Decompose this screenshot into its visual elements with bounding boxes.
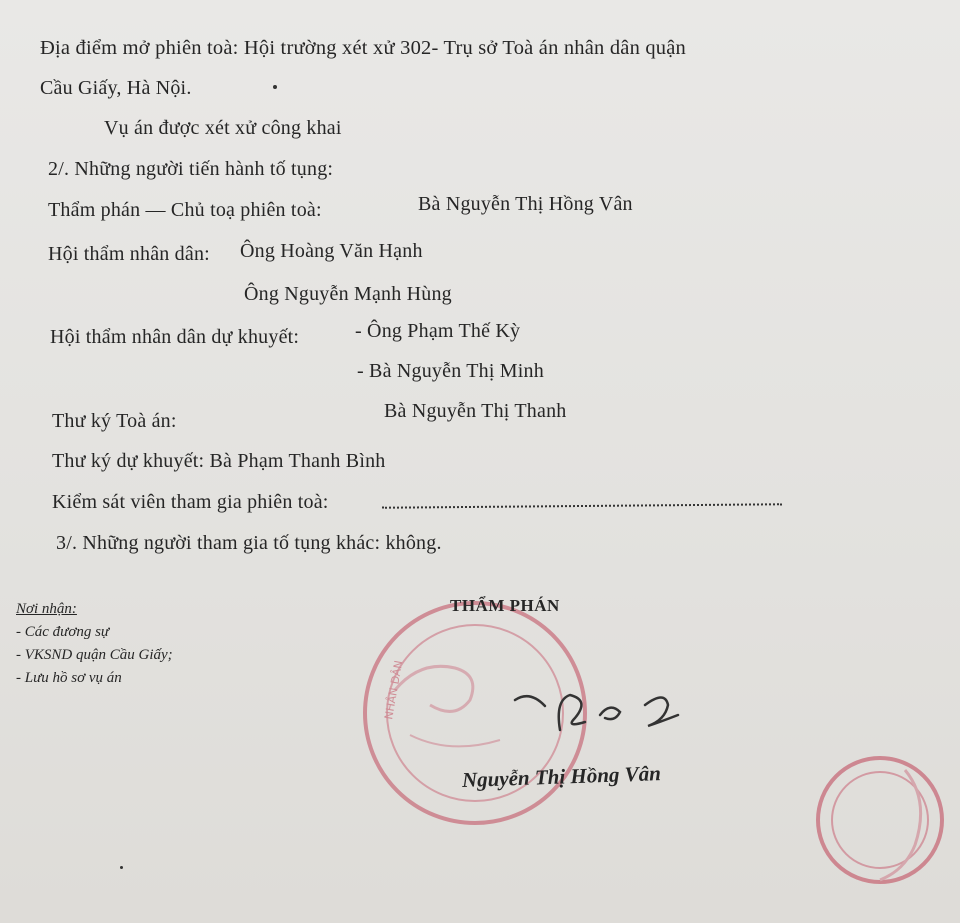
reserve-juror-1: - Ông Phạm Thế Kỳ xyxy=(355,320,521,342)
recipient-item: - VKSND quận Cầu Giấy; xyxy=(16,647,173,663)
reserve-clerk-label: Thư ký dự khuyết: xyxy=(52,450,205,472)
venue-line-2: Cầu Giấy, Hà Nội. xyxy=(40,77,192,99)
presiding-judge-label: Thẩm phán — Chủ toạ phiên toà: xyxy=(48,199,322,221)
ink-speck xyxy=(120,866,123,869)
handwritten-signature xyxy=(515,695,678,730)
clerk-label: Thư ký Toà án: xyxy=(52,410,177,432)
reserve-clerk-value: Bà Phạm Thanh Bình xyxy=(209,450,386,472)
reserve-jurors-label: Hội thẩm nhân dân dự khuyết: xyxy=(50,326,300,348)
recipient-item: - Lưu hồ sơ vụ án xyxy=(16,670,122,686)
presiding-judge-value: Bà Nguyễn Thị Hồng Vân xyxy=(418,193,633,215)
venue-line-1: Địa điểm mở phiên toà: Hội trường xét xử 302- Trụ sở Toà án nhân dân quận xyxy=(40,37,687,59)
clerk-value: Bà Nguyễn Thị Thanh xyxy=(384,400,567,422)
reserve-juror-2: - Bà Nguyễn Thị Minh xyxy=(357,360,544,382)
partial-seal-right xyxy=(818,758,942,882)
prosecutor-label: Kiểm sát viên tham gia phiên toà: xyxy=(52,491,329,513)
recipient-item: - Các đương sự xyxy=(16,624,110,640)
judge-signature-name: Nguyễn Thị Hồng Vân xyxy=(461,761,662,792)
section-2-heading: 2/. Những người tiến hành tố tụng: xyxy=(48,158,334,180)
public-trial-line: Vụ án được xét xử công khai xyxy=(104,117,342,139)
svg-text:NHÂN DÂN: NHÂN DÂN xyxy=(382,659,406,721)
other-participants-line: 3/. Những người tham gia tố tụng khác: không. xyxy=(56,532,442,554)
jurors-label: Hội thẩm nhân dân: xyxy=(48,243,210,265)
recipients-heading: Nơi nhận: xyxy=(16,601,77,617)
judge-title: THẨM PHÁN xyxy=(450,596,560,615)
juror-2: Ông Nguyễn Mạnh Hùng xyxy=(244,283,452,305)
juror-1: Ông Hoàng Văn Hạnh xyxy=(240,240,423,262)
